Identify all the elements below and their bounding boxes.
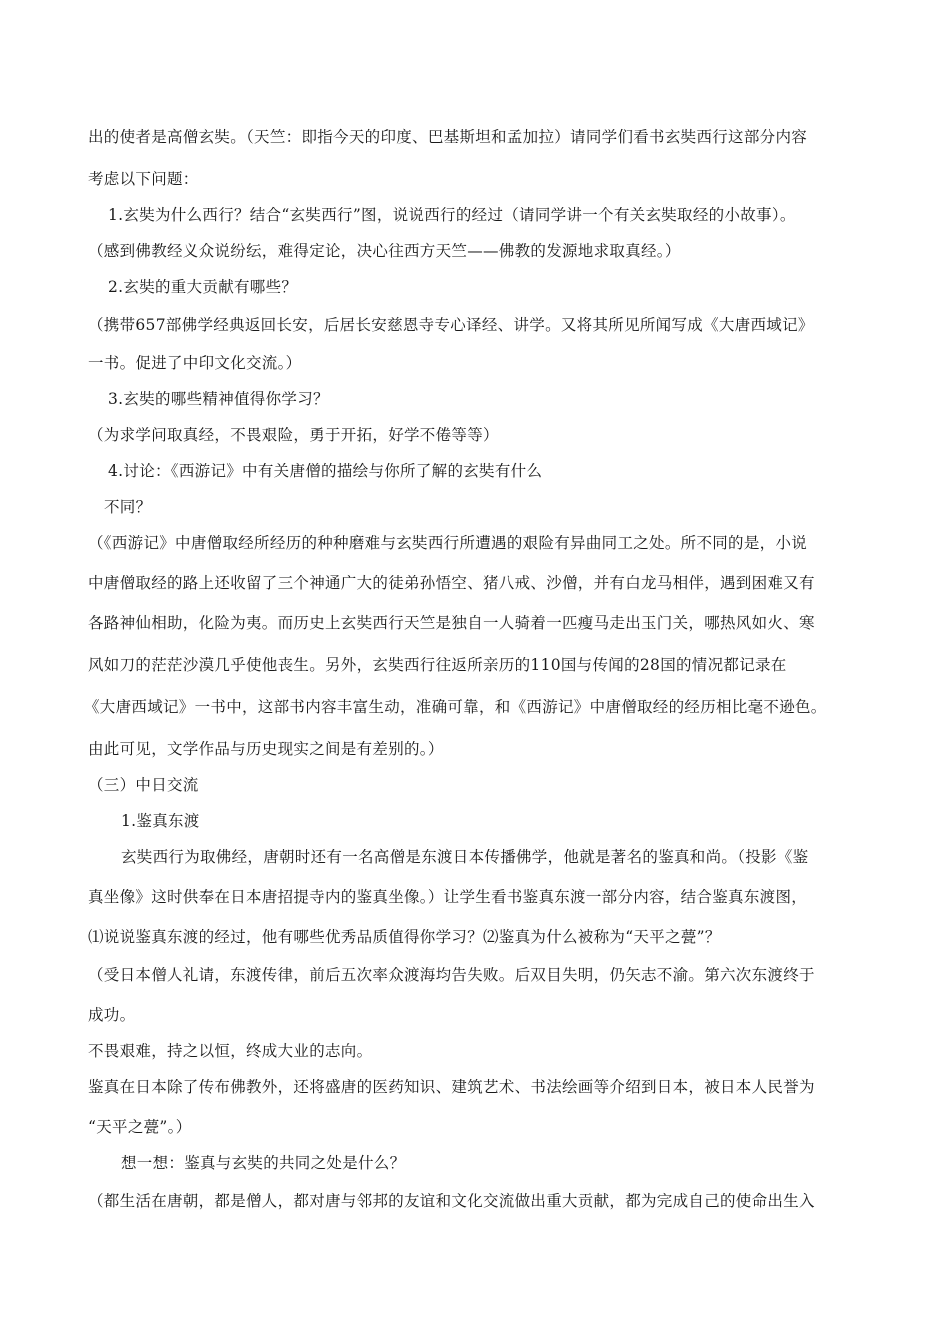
answer-2-line-2: 一书。促进了中印文化交流。） [88,354,302,372]
paragraph-line-2: 真坐像》这时供奉在日本唐招提寺内的鉴真坐像。）让学生看书鉴真东渡一部分内容，结合鉴真东渡图， [88,888,808,906]
answer-4-line-3: 各路神仙相助，化险为夷。而历史上玄奘西行天竺是独自一人骑着一匹瘦马走出玉门关，哪热风如火、寒 [88,614,815,632]
answer-5-line-2: 成功。 [88,1006,136,1024]
paragraph-line-1: 玄奘西行为取佛经，唐朝时还有一名高僧是东渡日本传播佛学，他就是著名的鉴真和尚。（投影《鉴 [121,848,809,866]
answer-4-line-4: 风如刀的茫茫沙漠几乎使他丧生。另外，玄奘西行往返所亲历的110国与传闻的28国的情况都记录在 [88,656,787,674]
answer-5-line-4: 鉴真在日本除了传布佛教外，还将盛唐的医药知识、建筑艺术、书法绘画等介绍到日本，被日本人民誉为 [88,1078,815,1096]
text-line-2: 考虑以下问题： [88,170,199,188]
answer-4-line-6: 由此可见，文学作品与历史现实之间是有差别的。） [88,740,444,758]
answer-5-line-3: 不畏艰难，持之以恒，终成大业的志向。 [88,1042,373,1060]
answer-4-line-5: 《大唐西域记》一书中，这部书内容丰富生动，准确可靠，和《西游记》中唐僧取经的经历相比毫不逊色。 [84,698,827,716]
question-4-line-1: 4.讨论：《西游记》中有关唐僧的描绘与你所了解的玄奘有什么 [108,462,543,480]
answer-1: （感到佛教经义众说纷纭，难得定论，决心往西方天竺——佛教的发源地求取真经。） [88,242,681,260]
answer-4-line-2: 中唐僧取经的路上还收留了三个神通广大的徒弟孙悟空、猪八戒、沙僧，并有白龙马相伴，遇到困难又有 [88,574,815,592]
paragraph-line-3: ⑴说说鉴真东渡的经过，他有哪些优秀品质值得你学习？⑵鉴真为什么被称为“天平之甍”？ [88,928,721,946]
answer-2-line-1: （携带657部佛学经典返回长安，后居长安慈恩寺专心译经、讲学。又将其所见所闻写成《大唐西域记》 [88,316,814,334]
question-3: 3.玄奘的哪些精神值得你学习？ [108,390,329,408]
text-line-1: 出的使者是高僧玄奘。（天竺：即指今天的印度、巴基斯坦和孟加拉）请同学们看书玄奘西行这部分内容 [88,128,808,146]
answer-3: （为求学问取真经，不畏艰险，勇于开拓，好学不倦等等） [88,426,499,444]
section-heading: （三）中日交流 [88,776,199,794]
think-answer-line-1: （都生活在唐朝，都是僧人，都对唐与邻邦的友谊和文化交流做出重大贡献，都为完成自己的使命出生入 [88,1192,815,1210]
answer-4-line-1: （《西游记》中唐僧取经所经历的种种磨难与玄奘西行所遭遇的艰险有异曲同工之处。所不同的是，小说 [88,534,808,552]
question-2: 2.玄奘的重大贡献有哪些？ [108,278,298,296]
answer-5-line-1: （受日本僧人礼请，东渡传律，前后五次率众渡海均告失败。后双目失明，仍矢志不渝。第六次东渡终于 [88,966,815,984]
subsection-heading: 1.鉴真东渡 [121,812,200,830]
question-1: 1.玄奘为什么西行？结合“玄奘西行”图，说说西行的经过（请同学讲一个有关玄奘取经的小故事）。 [108,206,796,224]
question-4-line-2: 不同？ [104,498,152,516]
think-question: 想一想：鉴真与玄奘的共同之处是什么？ [121,1154,406,1172]
answer-5-line-5: “天平之甍”。） [88,1118,192,1136]
